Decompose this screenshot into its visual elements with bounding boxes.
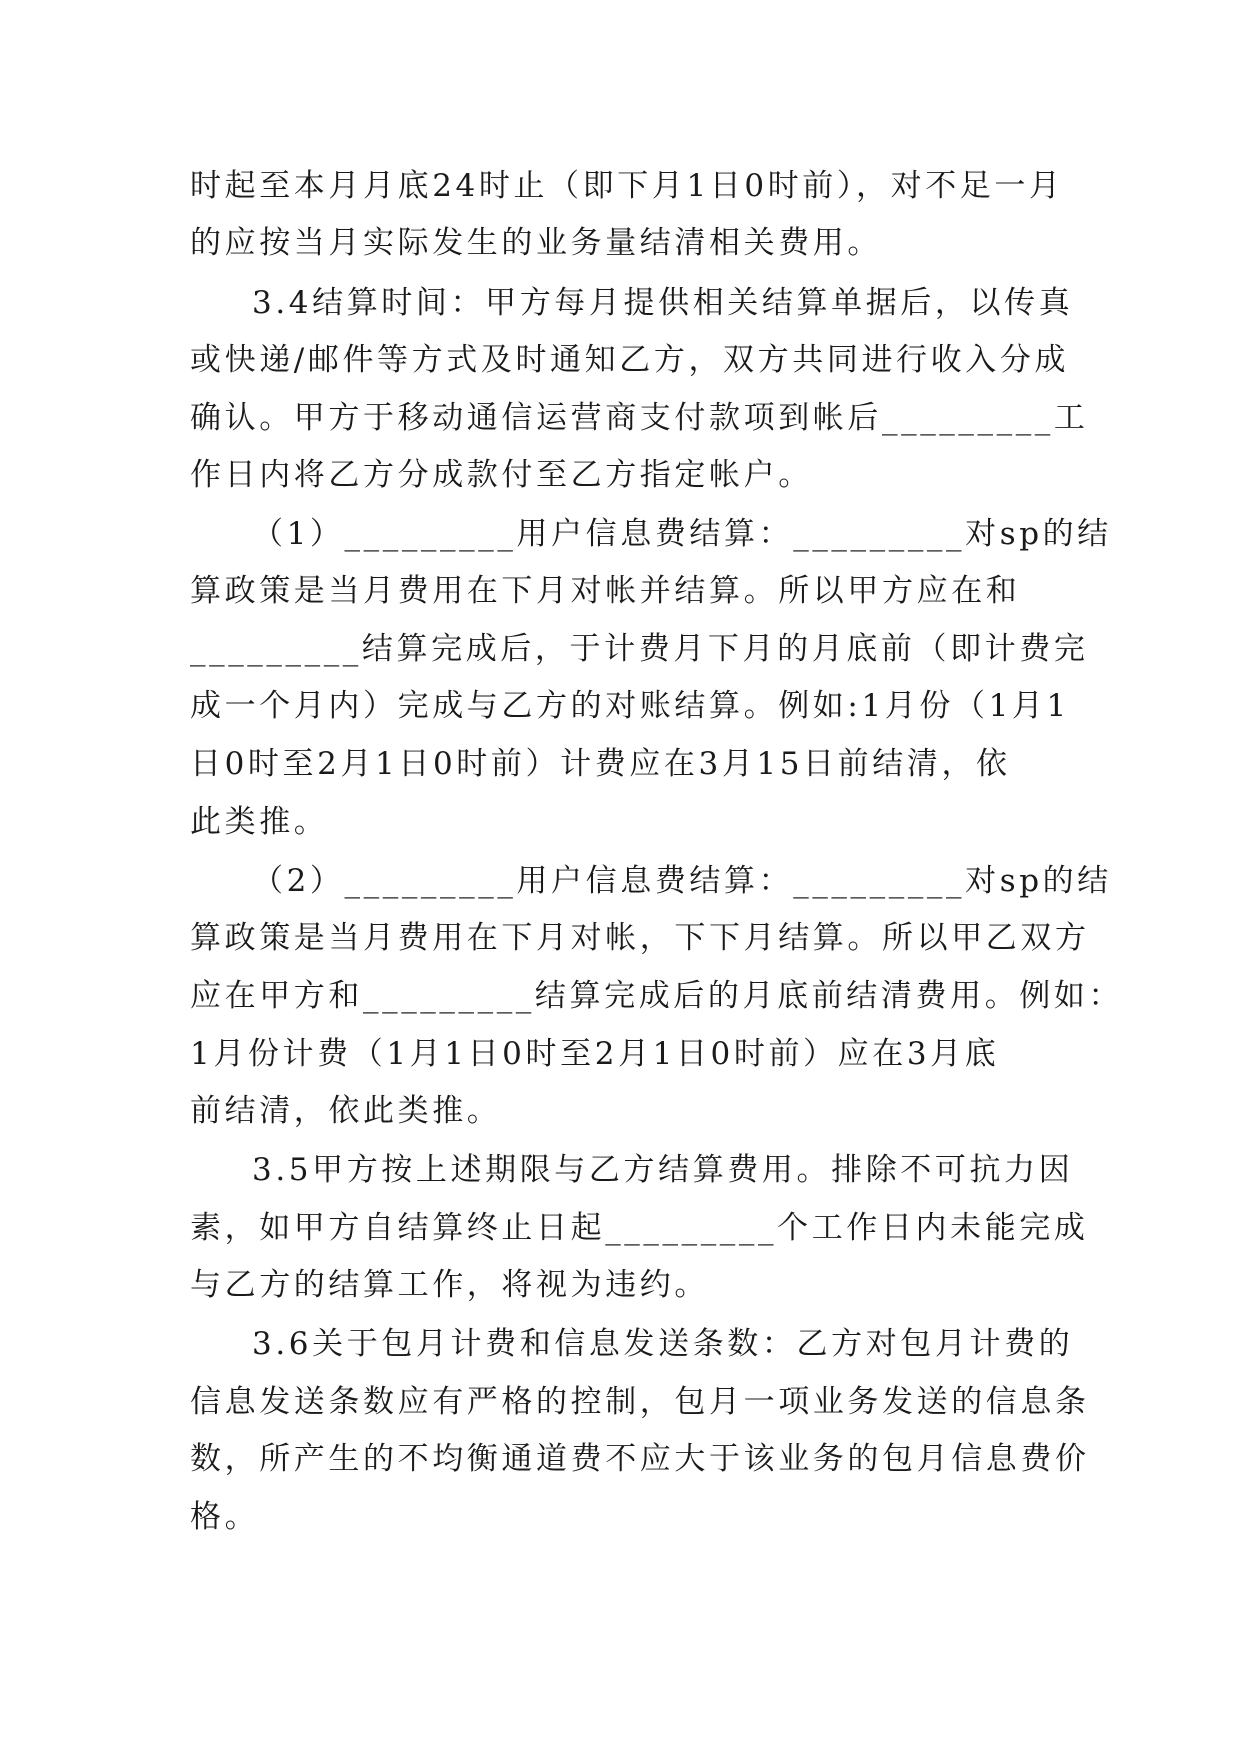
text-line: 与乙方的结算工作，将视为违约。 (190, 1267, 709, 1303)
text-line: 或快递/邮件等方式及时通知乙方，双方共同进行收入分成 (190, 342, 1070, 378)
text-line: 前结清，依此类推。 (190, 1093, 502, 1129)
text-line: 信息发送条数应有严格的控制，包月一项业务发送的信息条 (190, 1384, 1090, 1420)
text-line: 素，如甲方自结算终止日起_________个工作日内未能完成 (190, 1210, 1089, 1246)
text-line: 算政策是当月费用在下月对帐，下下月结算。所以甲乙双方 (190, 920, 1090, 956)
item-1-heading-line: （1）_________用户信息费结算：_________对sp的结 (252, 516, 1112, 552)
section-3-5-heading-line: 3.5甲方按上述期限与乙方结算费用。排除不可抗力因 (252, 1152, 1074, 1188)
text-line: 成一个月内）完成与乙方的对账结算。例如:1月份（1月1 (190, 688, 1070, 724)
text-line: 算政策是当月费用在下月对帐并结算。所以甲方应在和 (190, 573, 1021, 609)
text-line: 应在甲方和_________结算完成后的月底前结清费用。例如： (190, 978, 1124, 1014)
text-line: 时起至本月月底24时止（即下月1日0时前），对不足一月 (190, 168, 1064, 204)
text-line: 日0时至2月1日0时前）计费应在3月15日前结清，依 (190, 746, 1011, 782)
section-3-4-heading-line: 3.4结算时间：甲方每月提供相关结算单据后，以传真 (252, 285, 1074, 321)
text-line: _________结算完成后，于计费月下月的月底前（即计费完 (190, 631, 1089, 667)
section-3-6-heading-line: 3.6关于包月计费和信息发送条数：乙方对包月计费的 (252, 1326, 1074, 1362)
text-line: 的应按当月实际发生的业务量结清相关费用。 (190, 225, 882, 261)
text-line: 作日内将乙方分成款付至乙方指定帐户。 (190, 457, 813, 493)
text-line: 数，所产生的不均衡通道费不应大于该业务的包月信息费价 (190, 1441, 1090, 1477)
text-line: 1月份计费（1月1日0时至2月1日0时前）应在3月底 (190, 1036, 1000, 1072)
text-line: 格。 (190, 1499, 260, 1535)
text-line: 确认。甲方于移动通信运营商支付款项到帐后_________工 (190, 400, 1089, 436)
text-line: 此类推。 (190, 804, 329, 840)
item-2-heading-line: （2）_________用户信息费结算：_________对sp的结 (252, 863, 1112, 899)
